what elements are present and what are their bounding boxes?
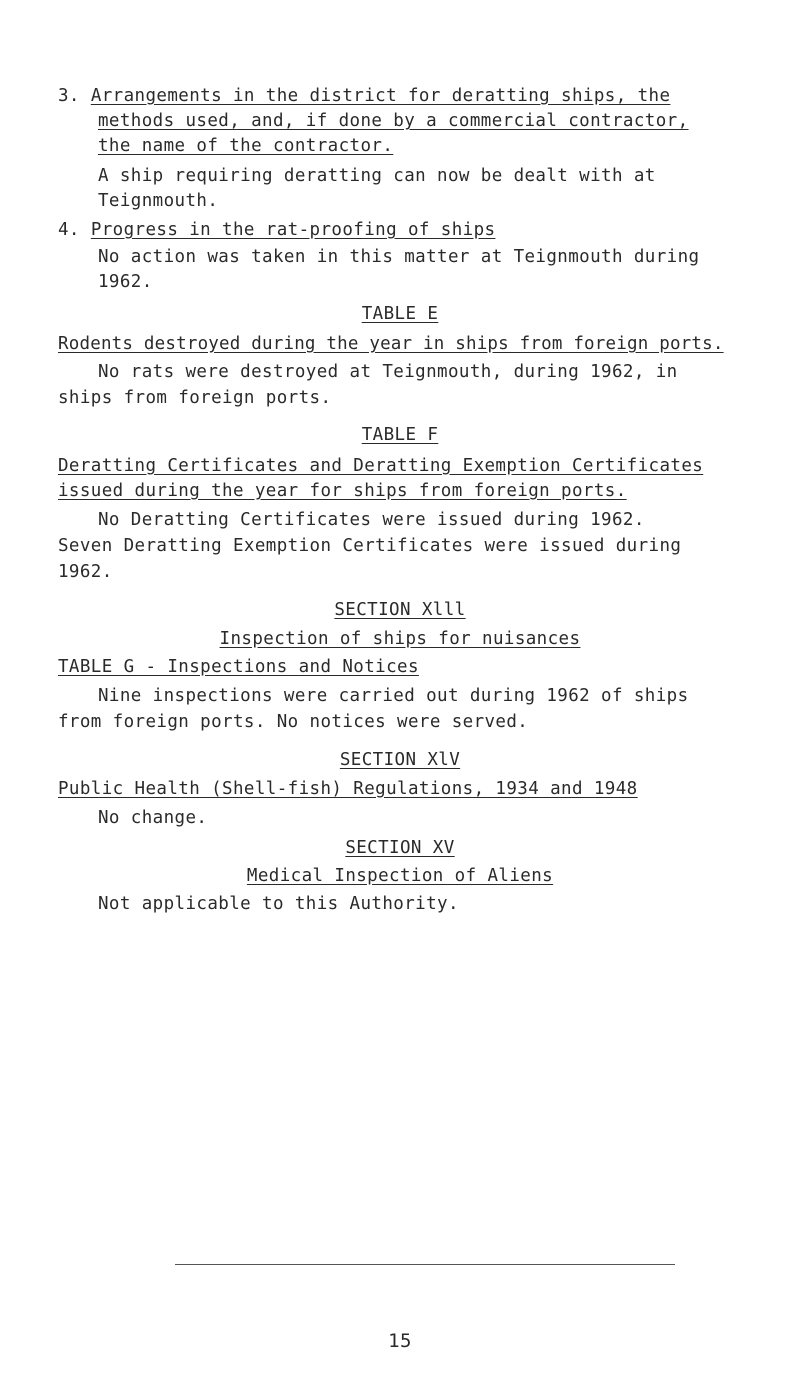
item3-heading-text: Arrangements in the district for deratting ships, the xyxy=(90,86,671,106)
item4-body-line1: No action was taken in this matter at Teignmouth during xyxy=(98,247,700,267)
table-e-body-line1: No rats were destroyed at Teignmouth, during 1962, in xyxy=(98,362,678,382)
table-f-body-line1: No Deratting Certificates were issued during 1962. xyxy=(98,510,645,530)
section-14-heading: Public Health (Shell-fish) Regulations, 1934 and 1948 xyxy=(58,779,638,799)
section-13-title: SECTION Xlll xyxy=(334,600,466,620)
section-13-table-heading: TABLE G - Inspections and Notices xyxy=(58,657,419,677)
table-f-body-line3: 1962. xyxy=(58,562,113,582)
section-13-subtitle: Inspection of ships for nuisances xyxy=(219,629,581,649)
table-e-body-line2: ships from foreign ports. xyxy=(58,388,332,408)
table-f-heading-line2: issued during the year for ships from foreign ports. xyxy=(58,481,627,501)
item4-body-line2: 1962. xyxy=(98,272,153,292)
item3-number: 3. xyxy=(58,86,80,106)
item3-heading-line2: methods used, and, if done by a commercial contractor, xyxy=(98,111,689,131)
section-15-title: SECTION XV xyxy=(345,838,455,858)
section-14-body: No change. xyxy=(98,808,208,828)
table-e-heading: Rodents destroyed during the year in ships from foreign ports. xyxy=(58,334,724,354)
page-number: 15 xyxy=(388,1330,412,1352)
item3-heading-line3: the name of the contractor. xyxy=(98,136,394,156)
item4-heading-text: Progress in the rat-proofing of ships xyxy=(90,220,496,240)
item4-heading-line xyxy=(58,218,495,242)
table-e-title: TABLE E xyxy=(361,304,439,324)
section-15-body: Not applicable to this Authority. xyxy=(98,894,459,914)
item3-heading-line1 xyxy=(58,84,670,108)
table-f-heading-line1: Deratting Certificates and Deratting Exemption Certificates xyxy=(58,456,704,476)
item3-body-line2: Teignmouth. xyxy=(98,191,219,211)
section-14-title: SECTION XlV xyxy=(339,750,461,770)
section-13-body-line1: Nine inspections were carried out during 1962 of ships xyxy=(98,686,689,706)
table-f-title: TABLE F xyxy=(361,425,439,445)
closing-rule xyxy=(175,1264,675,1265)
item3-body-line1: A ship requiring deratting can now be dealt with at xyxy=(98,166,656,186)
table-f-body-line2: Seven Deratting Exemption Certificates were issued during xyxy=(58,536,682,556)
section-15-subtitle: Medical Inspection of Aliens xyxy=(246,866,554,886)
section-13-body-line2: from foreign ports. No notices were served. xyxy=(58,712,529,732)
item4-number: 4. xyxy=(58,220,80,240)
